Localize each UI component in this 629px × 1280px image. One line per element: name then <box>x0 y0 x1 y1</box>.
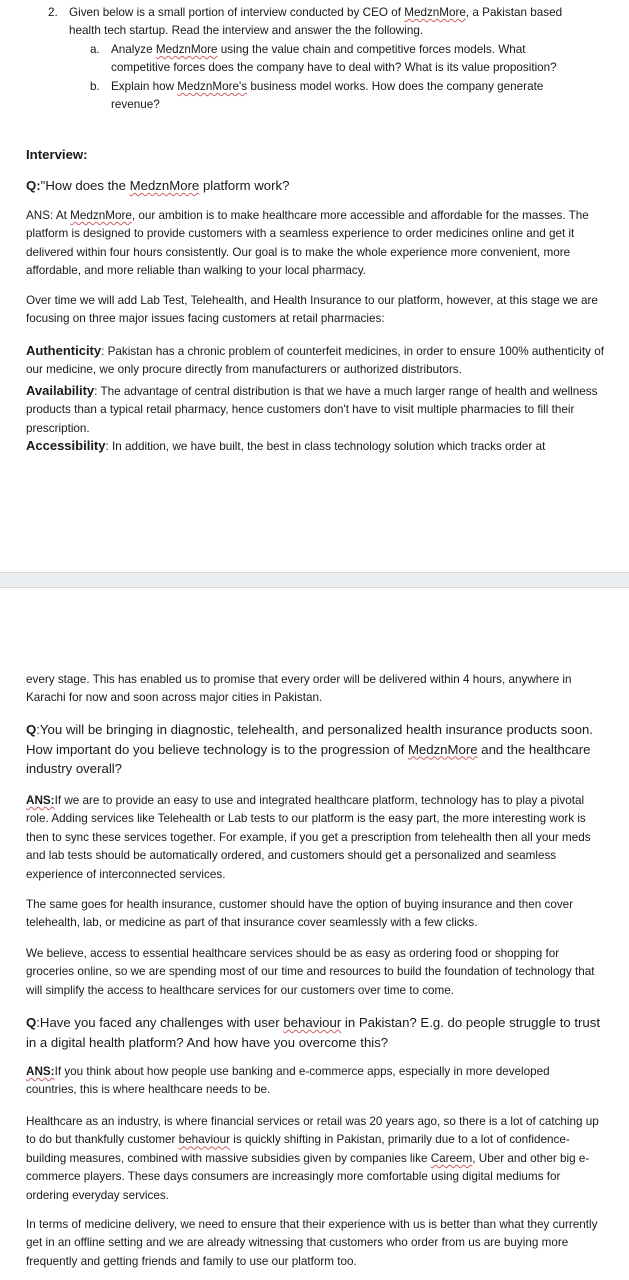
answer-2-para-3: We believe, access to essential healthcare services should be as easy as ordering food or shopping for groceries online, so we are spending most of our time and resources to build the foundation of technology that will simplify the access to healthcare services for our customers over time to come. <box>26 947 595 997</box>
answer-3-para-3: In terms of medicine delivery, we need to ensure that their experience with us is better than what they currently get in an offline setting and we are already witnessing that customers who order from us are buying more frequently and getting friends and family to use our platform too. <box>26 1218 598 1268</box>
document-page-2 <box>0 588 629 1280</box>
page-break <box>0 572 629 588</box>
answer-2-para-2: The same goes for health insurance, customer should have the option of buying insurance and then cover telehealth, lab, or medicine as part of that insurance cover seamlessly with a few clicks. <box>26 898 574 930</box>
question-intro: Given below is a small portion of interview conducted by CEO of MedznMore, a Pakistan based health tech startup. Read the interview and answer the the following. <box>69 6 563 38</box>
sub-b-label: b. <box>90 80 100 93</box>
accessibility-continued: every stage. This has enabled us to promise that every order will be delivered within 4 hours, anywhere in Karachi for now and soon across major cities in Pakistan. <box>26 673 572 705</box>
question-number: 2. <box>48 6 58 19</box>
document-page-1 <box>0 0 629 572</box>
sub-question-a: Analyze MedznMore using the value chain and competitive forces models. What competitive forces does the company have to deal with? What is its value proposition? <box>111 43 557 75</box>
answer-3-para-1: ANS:If you think about how people use banking and e-commerce apps, especially in more developed countries, this is where healthcare needs to be. <box>26 1065 550 1097</box>
answer-3-para-2: Healthcare as an industry, is where financial services or retail was 20 years ago, so there is a lot of catching up to do but thankfully customer behaviour is quickly shifting in Pakistan, primarily due to a lot of confidence-building measures, combined with massive subsidies given by companies like Careem, Uber and other big e-commerce players. These days consumers are increasingly more comfortable using digital mediums for ordering everyday services. <box>26 1115 599 1202</box>
answer-2-para-1: ANS:If we are to provide an easy to use and integrated healthcare platform, technology has to play a pivotal role. Adding services like Telehealth or Lab tests to our platform is the easy part, the more interesting work is then to sync these services together. For example, if you get a prescription from telehealth then all your meds and lab tests should be automatically ordered, and customers should get a personalized and seamless experience of interconnected services. <box>26 794 591 881</box>
answer-1-para-1: ANS: At MedznMore, our ambition is to make healthcare more accessible and affordable for the masses. The platform is designed to provide customers with a seamless experience to order medicines online and get it delivered within four hours consistently. Our goal is to make the whole experience more convenient, more affordable, and more reliable than walking to your local pharmacy. <box>26 209 589 278</box>
answer-1-para-2: Over time we will add Lab Test, Telehealth, and Health Insurance to our platform, however, at this stage we are focusing on three major issues facing customers at retail pharmacies: <box>26 294 598 326</box>
accessibility-paragraph: Accessibility: In addition, we have built, the best in class technology solution which tracks order at <box>26 438 546 453</box>
sub-a-label: a. <box>90 43 100 56</box>
authenticity-paragraph: Authenticity: Pakistan has a chronic problem of counterfeit medicines, in order to ensure 100% authenticity of our medicine, we only procure directly from manufacturers or authorized distributors. <box>26 343 604 377</box>
company-name: MedznMore <box>404 6 466 19</box>
question-1: Q:"How does the MedznMore platform work? <box>26 178 290 193</box>
sub-question-b: Explain how MedznMore's business model works. How does the company generate revenue? <box>111 80 544 112</box>
question-3: Q:Have you faced any challenges with user behaviour in Pakistan? E.g. do people struggle to trust in a digital health platform? And how have you overcome this? <box>26 1015 601 1050</box>
question-2: Q:You will be bringing in diagnostic, telehealth, and personalized health insurance products soon. How important do you believe technology is to the progression of MedznMore and the healthcare industry overall? <box>26 722 593 777</box>
interview-heading: Interview: <box>26 147 88 162</box>
availability-paragraph: Availability: The advantage of central distribution is that we have a much larger range of health and wellness products than a typical retail pharmacy, hence customers don't have to visit multiple pharmacies to fill their prescription. <box>26 383 598 435</box>
